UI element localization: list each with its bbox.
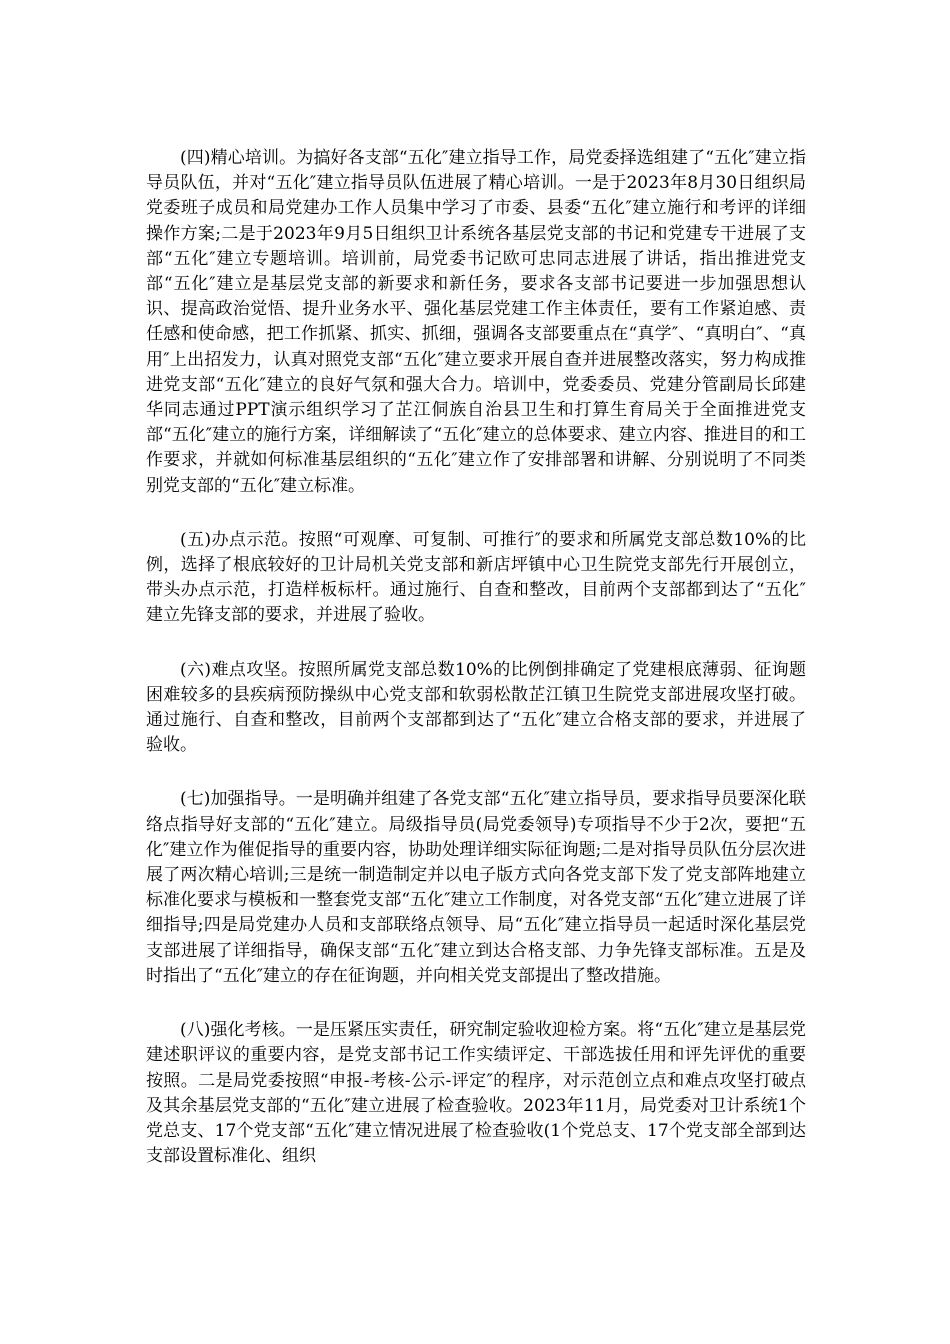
paragraph-demonstration: (五)办点示范。按照“可观摩、可复制、可推行″的要求和所属党支部总数10%的比例，选择了根底较好的卫计局机关党支部和新店坪镇中心卫生院党支部先行开展创立，带头办点示范，打造样板标杆。通过施行、自查和整改，目前两个支部都到达了“五化″建立先锋支部的要求，并进展了验收。 bbox=[146, 529, 806, 626]
paragraph-assessment: (八)强化考核。一是压紧压实责任，研究制定验收迎检方案。将“五化″建立是基层党建述职评议的重要内容，是党支部书记工作实绩评定、干部选拔任用和评先评优的重要按照。二是局党委按照“申报-考核-公示-评定″的程序，对示范创立点和难点攻坚打破点及其余基层党支部的“五化″建立进展了检查验收。2023年11月，局党委对卫计系统1个党总支、17个党支部“五化″建立情况进展了检查验收(1个党总支、17个党支部全部到达支部设置标准化、组织 bbox=[146, 1020, 806, 1167]
paragraph-key-difficulties: (六)难点攻坚。按照所属党支部总数10%的比例倒排确定了党建根底薄弱、征询题困难较多的县疾病预防操纵中心党支部和软弱松散芷江镇卫生院党支部进展攻坚打破。通过施行、自查和整改，目前两个支部都到达了“五化″建立合格支部的要求，并进展了验收。 bbox=[146, 659, 806, 756]
paragraph-guidance: (七)加强指导。一是明确并组建了各党支部“五化″建立指导员，要求指导员要深化联络点指导好支部的“五化″建立。局级指导员(局党委领导)专项指导不少于2次，要把“五化″建立作为催促指导的重要内容，协助处理详细实际征询题;二是对指导员队伍分层次进展了两次精心培训;三是统一制造制定并以电子版方式向各党支部下发了党支部阵地建立标准化要求与模板和一整套党支部“五化″建立工作制度，对各党支部“五化″建立进展了详细指导;四是局党建办人员和支部联络点领导、局“五化″建立指导员一起适时深化基层党支部进展了详细指导，确保支部“五化″建立到达合格支部、力争先锋支部标准。五是及时指出了“五化″建立的存在征询题，并向相关党支部提出了整改措施。 bbox=[146, 789, 806, 986]
paragraph-training: (四)精心培训。为搞好各支部“五化″建立指导工作，局党委择选组建了“五化″建立指导员队伍，并对“五化″建立指导员队伍进展了精心培训。一是于2023年8月30日组织局党委班子成员和局党建办工作人员集中学习了市委、县委“五化″建立施行和考评的详细操作方案;二是于2023年9月5日组织卫计系统各基层党支部的书记和党建专干进展了支部“五化″建立专题培训。培训前，局党委书记欧可忠同志进展了讲话，指出推进党支部“五化″建立是基层党支部的新要求和新任务，要求各支部书记要进一步加强思想认识、提高政治觉悟、提升业务水平、强化基层党建工作主体责任，要有工作紧迫感、责任感和使命感，把工作抓紧、抓实、抓细，强调各支部要重点在“真学″、“真明白″、“真用″上出招发力，认真对照党支部“五化″建立要求开展自查并进展整改落实，努力构成推进党支部“五化″建立的良好气氛和强大合力。培训中，党委委员、党建分管副局长邱建华同志通过PPT演示组织学习了芷江侗族自治县卫生和打算生育局关于全面推进党支部“五化″建立的施行方案，详细解读了“五化″建立的总体要求、建立内容、推进目的和工作要求，并就如何标准基层组织的“五化″建立作了安排部署和讲解、分别说明了不同类别党支部的“五化″建立标准。 bbox=[146, 148, 806, 496]
document-page bbox=[146, 146, 806, 1198]
